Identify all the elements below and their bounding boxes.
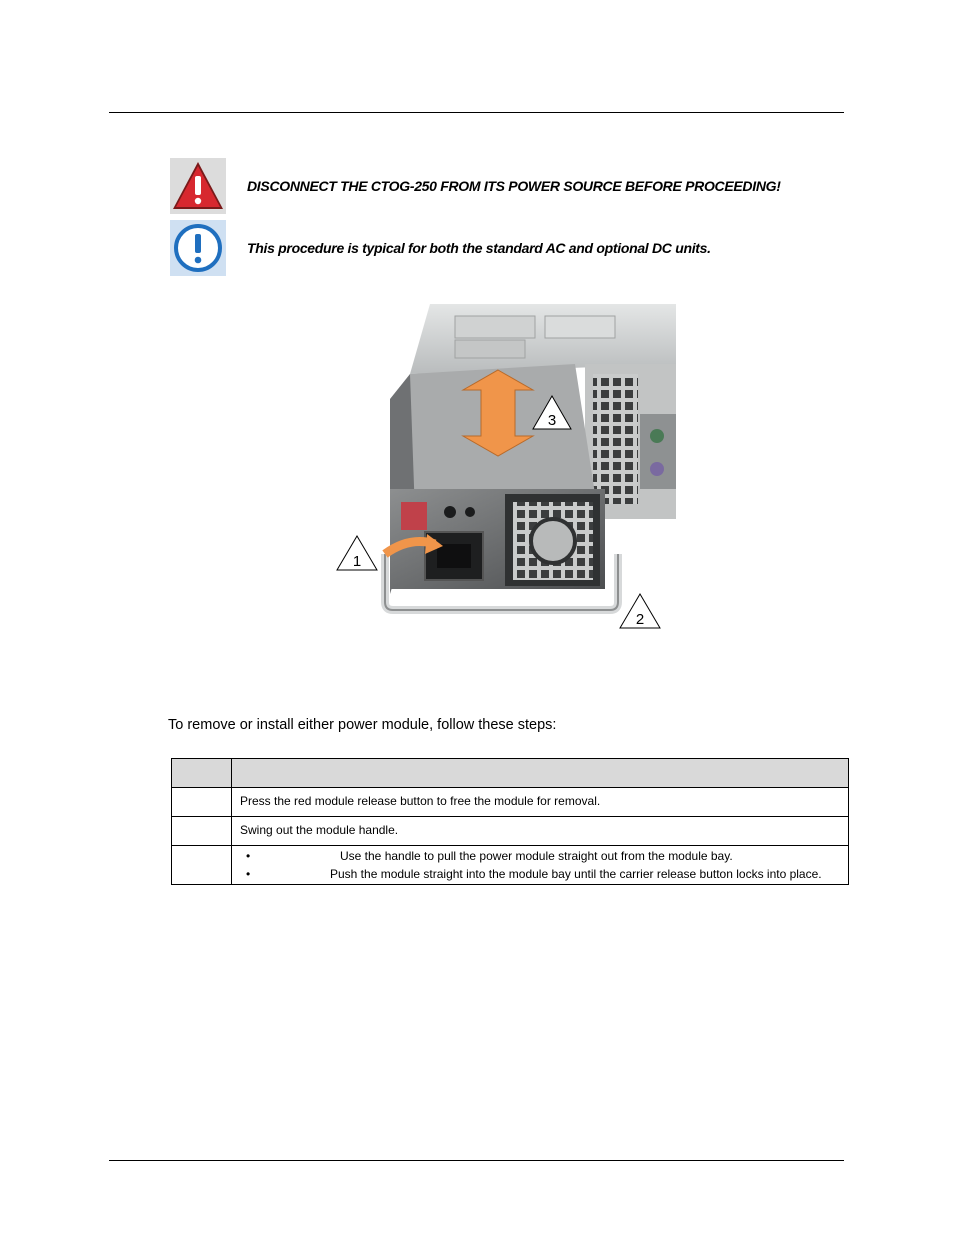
important-note <box>170 220 711 276</box>
table-row <box>172 817 849 846</box>
bullet-text: Push the module straight into the module bay until the carrier release button locks into place. <box>330 867 822 881</box>
header-step-cell <box>172 759 232 788</box>
warning-note <box>170 158 781 214</box>
header-rule <box>109 112 844 113</box>
step-number <box>172 817 232 846</box>
bullet-text: Use the handle to pull the power module straight out from the module bay. <box>340 849 733 863</box>
warning-text: DISCONNECT THE CTOG-250 FROM ITS POWER SOURCE BEFORE PROCEEDING! <box>247 178 781 194</box>
step-bullet-list <box>240 847 840 883</box>
header-procedure-cell <box>232 759 849 788</box>
step-number <box>172 788 232 817</box>
bullet-item <box>240 865 840 883</box>
steps-table <box>171 758 849 885</box>
important-text: This procedure is typical for both the standard AC and optional DC units. <box>247 240 711 256</box>
step-number <box>172 846 232 885</box>
callout-2-label: 2 <box>635 611 645 628</box>
exclamation-circle-icon <box>170 220 226 276</box>
footer-rule <box>109 1160 844 1161</box>
callout-3-label: 3 <box>547 412 557 429</box>
warning-triangle-icon <box>170 158 226 214</box>
table-header-row <box>172 759 849 788</box>
step-action: Swing out the module handle. <box>232 817 849 846</box>
step-action: Press the red module release button to free the module for removal. <box>232 788 849 817</box>
table-row <box>172 788 849 817</box>
callout-1-label: 1 <box>352 553 362 570</box>
bullet-item <box>240 847 840 865</box>
intro-text: To remove or install either power module, follow these steps: <box>168 717 557 733</box>
table-row <box>172 846 849 885</box>
step-action <box>232 846 849 885</box>
power-module-photo <box>335 304 676 632</box>
